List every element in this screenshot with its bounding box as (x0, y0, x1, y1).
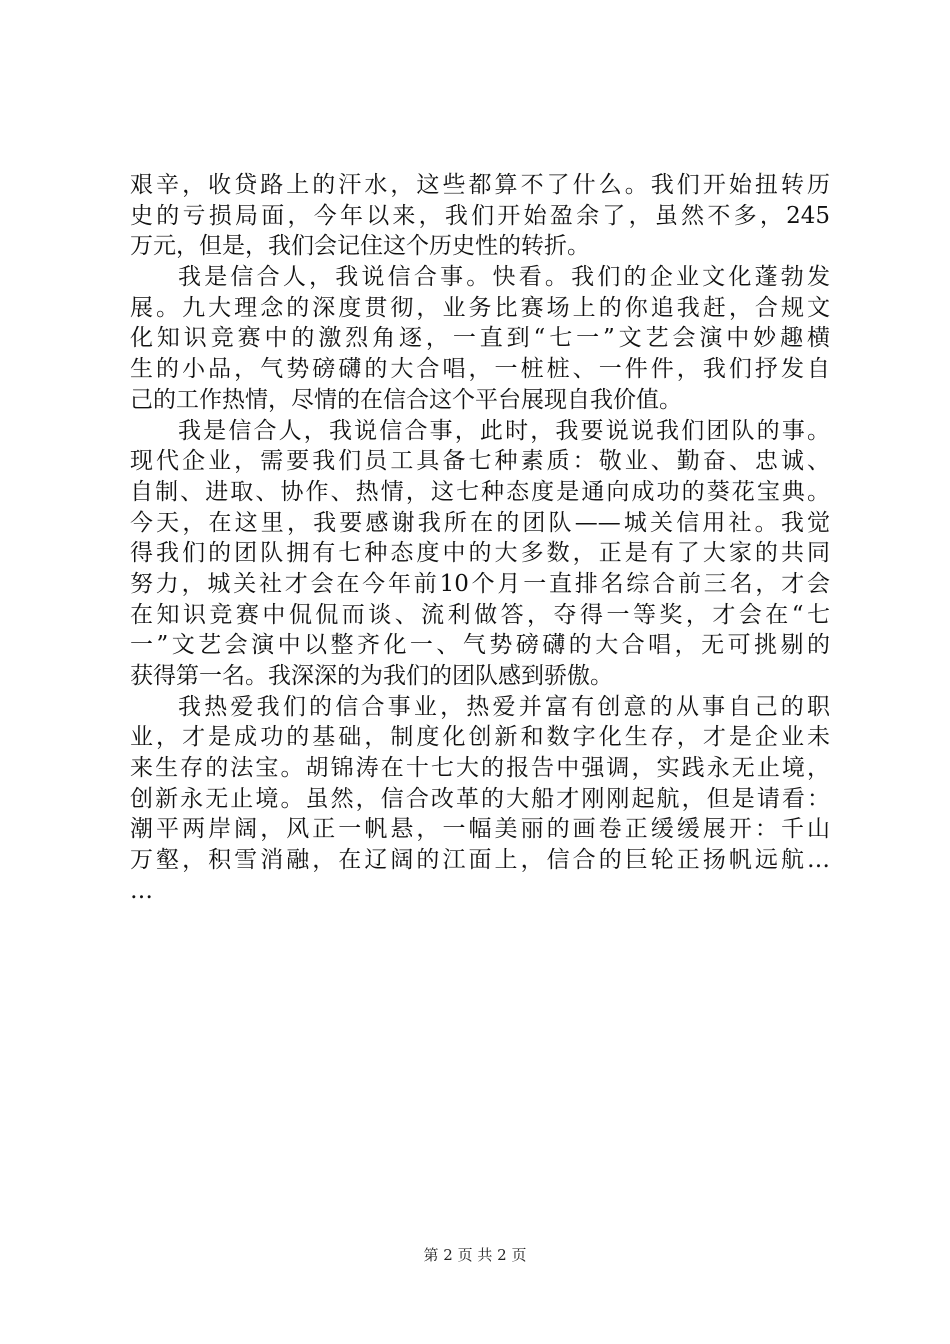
text-line: 业，才是成功的基础，制度化创新和数字化生存，才是企业未 (130, 724, 830, 751)
text-line: 万元，但是，我们会记住这个历史性的转折。 (130, 233, 590, 260)
text-line: 来生存的法宝。胡锦涛在十七大的报告中强调，实践永无止境， (130, 755, 830, 782)
paragraph-first-line: 我是信合人，我说信合事。快看。我们的企业文化蓬勃发 (178, 264, 830, 291)
text-line: 创新永无止境。虽然，信合改革的大船才刚刚起航，但是请看： (130, 785, 830, 812)
text-line: 得我们的团队拥有七种态度中的大多数，正是有了大家的共同 (130, 540, 830, 567)
text-line: 生的小品，气势磅礴的大合唱，一桩桩、一件件，我们抒发自 (130, 356, 830, 383)
text-line: 今天，在这里，我要感谢我所在的团队——城关信用社。我觉 (130, 509, 830, 536)
text-line: 获得第一名。我深深的为我们的团队感到骄傲。 (130, 663, 613, 689)
paragraph-first-line: 我热爱我们的信合事业，热爱并富有创意的从事自己的职 (178, 693, 830, 720)
page-number-footer: 第 2 页 共 2 页 (423, 1246, 527, 1264)
text-line: 展。九大理念的深度贯彻，业务比赛场上的你追我赶，合规文 (130, 294, 830, 321)
text-line: … (130, 877, 153, 904)
text-line: 艰辛，收贷路上的汗水，这些都算不了什么。我们开始扭转历 (130, 172, 830, 198)
text-line: 史的亏损局面，今年以来，我们开始盈余了，虽然不多，245 (130, 202, 830, 229)
text-line: 现代企业，需要我们员工具备七种素质：敬业、勤奋、忠诚、 (130, 448, 830, 475)
document-body (130, 170, 830, 907)
text-line: 一”文艺会演中以整齐化一、气势磅礴的大合唱，无可挑剔的 (130, 632, 830, 659)
text-line: 在知识竞赛中侃侃而谈、流利做答，夺得一等奖，才会在“七 (130, 601, 830, 628)
text-line: 己的工作热情，尽情的在信合这个平台展现自我价值。 (130, 386, 682, 413)
text-line: 万壑，积雪消融，在辽阔的江面上，信合的巨轮正扬帆远航… (130, 847, 830, 874)
text-line: 努力，城关社才会在今年前10个月一直排名综合前三名，才会 (130, 570, 830, 597)
text-line: 化知识竞赛中的激烈角逐，一直到“七一”文艺会演中妙趣横 (130, 325, 830, 352)
text-line: 自制、进取、协作、热情，这七种态度是通向成功的葵花宝典。 (130, 478, 830, 505)
text-line: 潮平两岸阔，风正一帆悬，一幅美丽的画卷正缓缓展开：千山 (130, 816, 830, 843)
paragraph-first-line: 我是信合人，我说信合事，此时，我要说说我们团队的事。 (178, 417, 830, 444)
